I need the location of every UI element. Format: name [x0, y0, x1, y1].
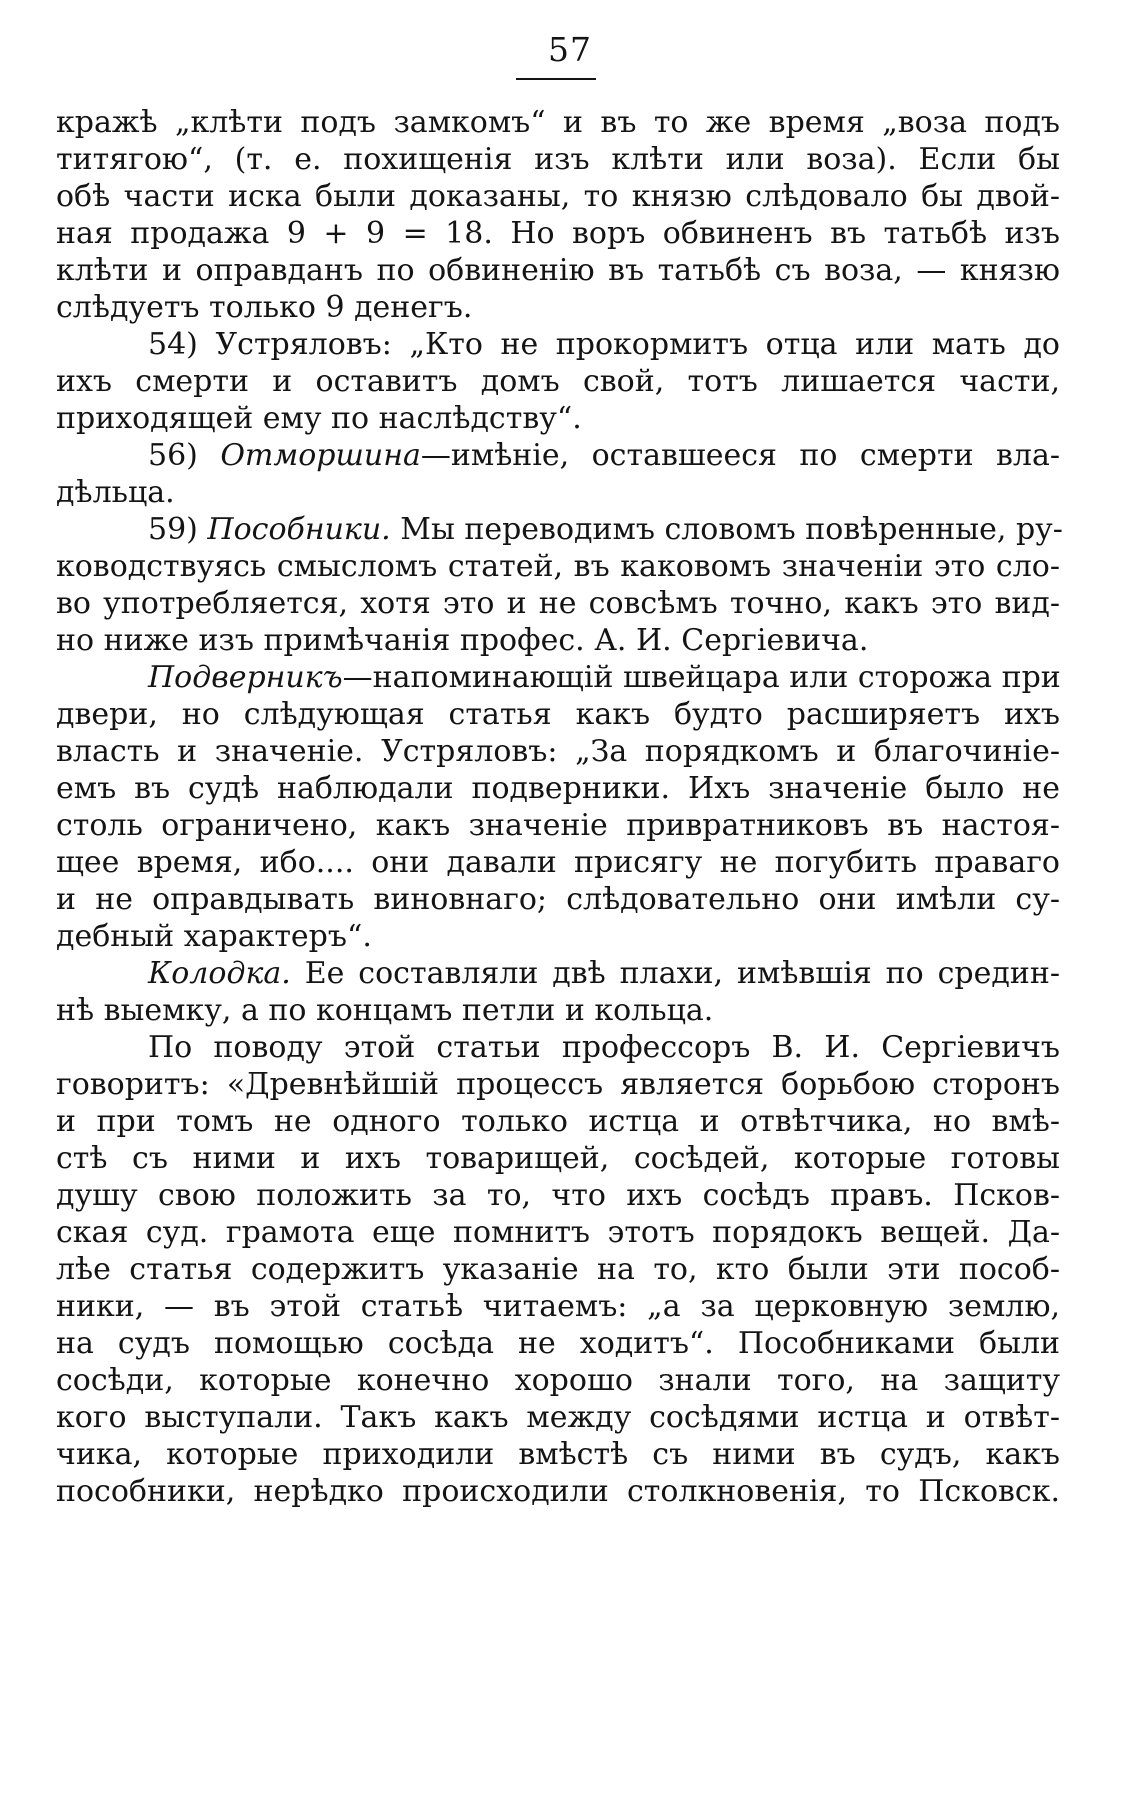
text-line: сосѣди, которые конечно хорошо знали того, на защиту	[56, 1363, 1060, 1398]
text-line: кого выступали. Такъ какъ между сосѣдями истца и отвѣт-	[56, 1400, 1060, 1435]
text-run: —имѣніе, оставшееся по смерти вла-	[420, 438, 1060, 473]
text-run: Мы переводимъ словомъ повѣренные, ру-	[390, 512, 1063, 547]
text-run: Ее составляли двѣ плахи, имѣвшія по средин-	[290, 956, 1060, 991]
text-line: во употребляется, хотя это и не совсѣмъ точно, какъ это вид-	[56, 586, 1060, 621]
header-rule	[516, 78, 596, 80]
italic-term: Колодка.	[148, 956, 291, 991]
text-line: кражѣ „клѣти подъ замкомъ“ и въ то же время „воза подъ	[56, 105, 1060, 140]
text-line: клѣти и оправданъ по обвиненію въ татьбѣ съ воза, — князю	[56, 253, 1060, 288]
text-line: столь ограничено, какъ значеніе привратниковъ въ настоя-	[56, 808, 1060, 843]
text-line: душу свою положить за то, что ихъ сосѣдъ правъ. Псков-	[56, 1178, 1060, 1213]
text-run: 56)	[148, 438, 221, 473]
italic-term: Отморшина	[220, 438, 421, 473]
text-line: чика, которые приходили вмѣстѣ съ ними въ судъ, какъ	[56, 1437, 1060, 1472]
text-line: приходящей ему по наслѣдству“.	[56, 401, 582, 436]
text-line: власть и значеніе. Устряловъ: „За порядкомъ и благочиніе-	[56, 734, 1060, 769]
text-line: титягою“, (т. е. похищенія изъ клѣти или воза). Если бы	[56, 142, 1060, 177]
text-line: нѣ выемку, а по концамъ петли и кольца.	[56, 993, 714, 1028]
text-line: ководствуясь смысломъ статей, въ каковомъ значеніи это сло-	[56, 549, 1060, 584]
text-line: стѣ съ ними и ихъ товарищей, сосѣдей, которые готовы	[56, 1141, 1060, 1176]
text-line: ная продажа 9 + 9 = 18. Но воръ обвиненъ въ татьбѣ изъ	[56, 216, 1060, 251]
text-line: пособники, нерѣдко происходили столкновенія, то Псковск.	[56, 1474, 1060, 1509]
text-line: По поводу этой статьи профессоръ В. И. Сергіевичъ	[148, 1030, 1060, 1065]
text-line: лѣе статья содержитъ указаніе на то, кто были эти пособ-	[56, 1252, 1060, 1287]
text-line: дѣльца.	[56, 475, 175, 510]
text-line: слѣдуетъ только 9 денегъ.	[56, 290, 473, 325]
text-line: ихъ смерти и оставитъ домъ свой, тотъ лишается части,	[56, 364, 1060, 399]
text-line: но ниже изъ примѣчанія профес. А. И. Сергіевича.	[56, 623, 869, 658]
text-line: ская суд. грамота еще помнитъ этотъ порядокъ вещей. Да-	[56, 1215, 1060, 1250]
text-line: ники, — въ этой статьѣ читаемъ: „а за церковную землю,	[56, 1289, 1060, 1324]
text-line: 54) Устряловъ: „Кто не прокормитъ отца или мать до	[148, 327, 1060, 362]
text-line	[148, 658, 1060, 698]
text-line: двери, но слѣдующая статья какъ будто расширяетъ ихъ	[56, 697, 1060, 732]
text-line: емъ въ судѣ наблюдали подверники. Ихъ значеніе было не	[56, 771, 1060, 806]
text-line: на судъ помощью сосѣда не ходитъ“. Пособниками были	[56, 1326, 1060, 1361]
text-line: дебный характеръ“.	[56, 919, 372, 954]
italic-term: Подверникъ	[148, 660, 343, 695]
page-number: 57	[548, 30, 592, 69]
text-line: щее время, ибо.... они давали присягу не погубить праваго	[56, 845, 1060, 880]
text-line	[148, 436, 1060, 476]
text-line: и не оправдывать виновнаго; слѣдовательно они имѣли су-	[56, 882, 1060, 917]
text-line: говоритъ: «Древнѣйшій процессъ является борьбою сторонъ	[56, 1067, 1060, 1102]
text-run: 59)	[148, 512, 208, 547]
text-line	[148, 954, 1060, 994]
text-line: обѣ части иска были доказаны, то князю слѣдовало бы двой-	[56, 179, 1060, 214]
text-line: и при томъ не одного только истца и отвѣтчика, но вмѣ-	[56, 1104, 1060, 1139]
text-line	[148, 510, 1063, 550]
italic-term: Пособники.	[207, 512, 391, 547]
text-run: —напоминающій швейцара или сторожа при	[342, 660, 1061, 695]
